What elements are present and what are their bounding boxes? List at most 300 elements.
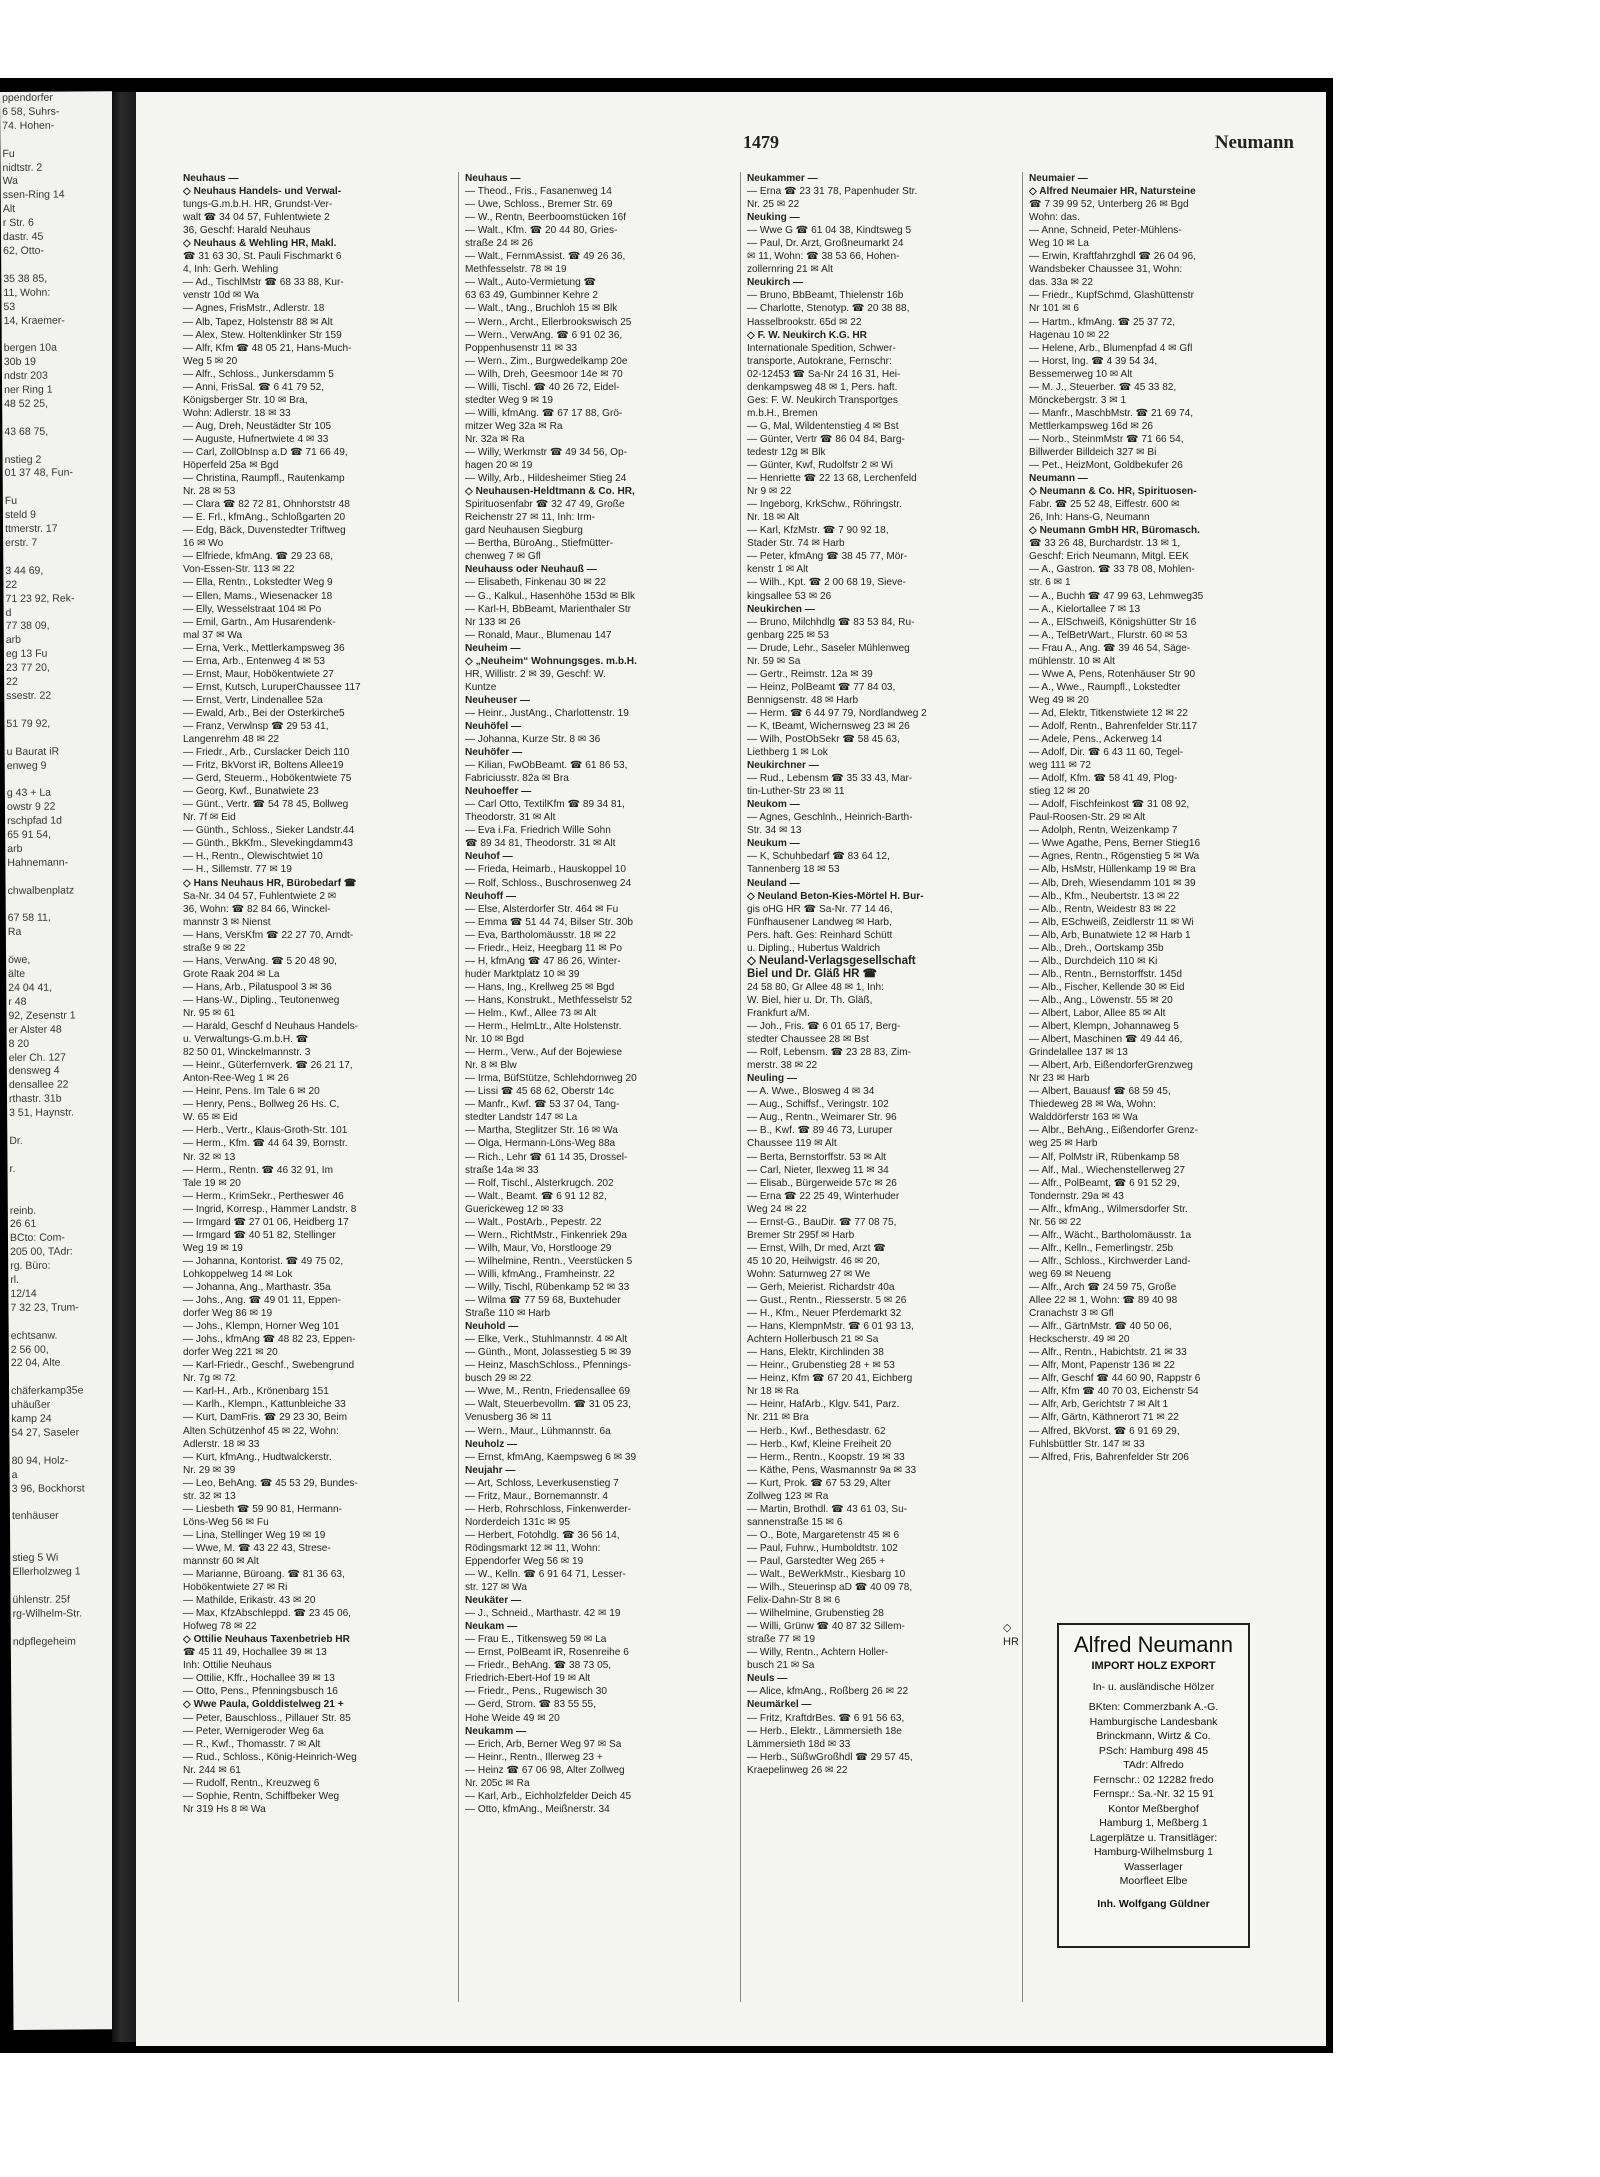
left-page-fragment: nstieg 2 — [4, 453, 42, 466]
directory-entry: — Herb., Vertr., Klaus-Groth-Str. 101 — [183, 1125, 348, 1137]
directory-entry: — Max, KfzAbschleppd. ☎ 23 45 06, — [183, 1608, 351, 1620]
directory-entry: Sa-Nr. 34 04 57, Fuhlentwiete 2 ✉ — [183, 890, 337, 902]
left-page-fragment: 22 — [5, 578, 18, 591]
directory-entry: Biel und Dr. Gläß HR ☎ — [747, 967, 877, 980]
directory-entry: Hofweg 78 ✉ 22 — [183, 1621, 257, 1633]
directory-entry: — Aug, Dreh, Neustädter Str 105 — [183, 420, 332, 432]
directory-entry: Adlerstr. 18 ✉ 33 — [183, 1438, 260, 1450]
directory-entry: Liethberg 1 ✉ Lok — [747, 747, 828, 759]
directory-entry: ◇ F. W. Neukirch K.G. HR — [747, 329, 867, 341]
left-page-fragment: 14, Kraemer- — [3, 314, 65, 327]
directory-entry: — Alex, Stew. Holtenklinker Str 159 — [183, 329, 342, 341]
left-page-fragment: 8 20 — [8, 1037, 30, 1050]
directory-entry: Hasselbrookstr. 65d ✉ 22 — [747, 316, 862, 328]
left-page-edge — [0, 91, 126, 2030]
left-page-fragment: Hahnemann- — [7, 856, 69, 869]
left-page-fragment — [4, 703, 116, 718]
directory-entry: — A., ElSchweiß, Königshütter Str 16 — [1029, 616, 1197, 628]
directory-entry: Spirituosenfabr ☎ 32 47 49, Große — [465, 499, 625, 511]
column-3 — [747, 172, 1015, 2032]
directory-entry: Venusberg 36 ✉ 11 — [465, 1412, 552, 1424]
directory-entry: 02-12453 ☎ Sa-Nr 24 16 31, Hei- — [747, 368, 901, 380]
directory-entry: Nr. 25 ✉ 22 — [747, 199, 800, 211]
directory-entry: — Carl, Nieter, Ilexweg 11 ✉ 34 — [747, 1164, 889, 1176]
directory-entry: — Rolf, Lebensm. ☎ 23 28 83, Zim- — [747, 1047, 912, 1059]
directory-entry: dorfer Weg 86 ✉ 19 — [183, 1308, 273, 1320]
directory-entry: — Alfr., PolBeamt, ☎ 6 91 52 29, — [1029, 1177, 1180, 1189]
directory-entry: — Irmgard ☎ 40 51 82, Stellinger — [183, 1229, 336, 1241]
directory-entry: — Norb., SteinmMstr ☎ 71 66 54, — [1029, 433, 1184, 445]
directory-entry: ✉ 11, Wohn: ☎ 38 53 66, Hohen- — [747, 251, 900, 263]
directory-entry: — Wilh, PostObSekr ☎ 58 45 63, — [747, 734, 900, 746]
directory-entry: — K, Schuhbedarf ☎ 83 64 12, — [747, 851, 890, 863]
directory-entry: — Ellen, Mams., Wiesenacker 18 — [183, 590, 333, 602]
directory-entry: — K, tBeamt, Wichernsweg 23 ✉ 26 — [747, 720, 910, 732]
directory-entry: — Mathilde, Erikastr. 43 ✉ 20 — [183, 1595, 316, 1607]
directory-entry: — Ingeborg, KrkSchw., Röhringstr. — [747, 499, 902, 511]
directory-entry: Zollweg 123 ✉ Ra — [747, 1490, 829, 1502]
directory-entry: — Peter, Wernigeroder Weg 6a — [183, 1725, 324, 1737]
directory-entry: — Wwe A, Pens, Rotenhäuser Str 90 — [1029, 668, 1196, 680]
directory-entry: — Edg, Bäck, Duvenstedter Triftweg — [183, 525, 346, 537]
directory-entry: — Alb., Rentn, Weidestr 83 ✉ 22 — [1029, 903, 1176, 915]
directory-entry: — Art, Schloss, Leverkusenstieg 7 — [465, 1477, 619, 1489]
directory-entry: — Willy, Rentn., Achtern Holler- — [747, 1647, 889, 1659]
directory-entry: Nr 9 ✉ 22 — [747, 486, 792, 498]
directory-entry: — Alfr, Arb, Gerichtstr 7 ✉ Alt 1 — [1029, 1399, 1169, 1411]
directory-entry: Nr. 7g ✉ 72 — [183, 1373, 236, 1385]
directory-entry: walt ☎ 34 04 57, Fuhlentwiete 2 — [183, 212, 330, 224]
directory-entry: — Heinz ☎ 67 06 98, Alter Zollweg — [465, 1764, 625, 1776]
surname-heading: Neuhaus — — [465, 173, 521, 184]
left-page-fragment: 01 37 48, Fun- — [4, 466, 74, 480]
directory-entry: hagen 20 ✉ 19 — [465, 460, 533, 472]
directory-entry: u. Verwaltungs-G.m.b.H. ☎ — [183, 1034, 309, 1046]
left-page-fragment — [3, 550, 115, 565]
left-page-fragment: 3 44 69, — [5, 564, 44, 577]
directory-entry: — Johanna, Ang., Marthastr. 35a — [183, 1281, 331, 1293]
left-page-fragment: ndpflegeheim — [12, 1635, 76, 1648]
left-page-fragment: 74. Hohen- — [2, 119, 55, 132]
directory-entry: — Wilh., Steuerinsp aD ☎ 40 09 78, — [747, 1582, 913, 1594]
directory-entry: — Ad., TischlMstr ☎ 68 33 88, Kur- — [183, 277, 344, 289]
directory-entry: — Heinr., JustAng., Charlottenstr. 19 — [465, 707, 629, 719]
left-page-fragment — [8, 1176, 120, 1191]
directory-entry: busch 21 ✉ Sa — [747, 1660, 815, 1672]
directory-entry: — Marianne, Büroang. ☎ 81 36 63, — [183, 1569, 345, 1581]
directory-entry: — Charlotte, Stenotyp. ☎ 20 38 88, — [747, 303, 910, 315]
left-page-fragment: d — [5, 606, 12, 619]
directory-entry: Nr. 205c ✉ Ra — [465, 1777, 530, 1789]
directory-entry: Rödingsmarkt 12 ✉ 11, Wohn: — [465, 1542, 601, 1554]
directory-entry: — Carl, ZollObInsp a.D ☎ 71 66 49, — [183, 446, 348, 458]
left-page-fragment: ner Ring 1 — [4, 383, 53, 397]
left-page-fragment: rthastr. 31b — [8, 1092, 62, 1106]
left-page-fragment: eg 13 Fu — [5, 647, 48, 661]
surname-heading: Neuling — — [747, 1073, 797, 1085]
directory-entry: — Heinz, PolBeamt ☎ 77 84 03, — [747, 681, 896, 693]
directory-entry: gis oHG HR ☎ Sa-Nr. 77 14 46, — [747, 903, 893, 915]
left-page-fragment: Dr. — [9, 1134, 23, 1147]
directory-entry: — Hans, Arb., Pilatuspool 3 ✉ 36 — [183, 981, 332, 993]
directory-entry: dorfer Weg 221 ✉ 20 — [183, 1347, 278, 1359]
directory-entry: Nr. 244 ✉ 61 — [183, 1764, 241, 1776]
directory-entry: — Elisab., Bürgerweide 57c ✉ 26 — [747, 1177, 897, 1189]
directory-entry: Nr 18 ✉ Ra — [747, 1386, 799, 1398]
directory-entry: — Alb., Durchdeich 110 ✉ Ki — [1029, 955, 1158, 967]
directory-entry: stedter Weg 9 ✉ 19 — [465, 394, 553, 406]
directory-entry: genbarg 225 ✉ 53 — [747, 629, 829, 641]
left-page-fragment: ttmerstr. 17 — [5, 522, 58, 536]
directory-entry: transporte, Autokrane, Fernschr: — [747, 355, 892, 367]
directory-entry: — Walt., Auto-Vermietung ☎ — [465, 277, 597, 289]
directory-entry: — Willi, Grünw ☎ 40 87 32 Sillem- — [747, 1621, 905, 1633]
left-page-fragment: stieg 5 Wi — [12, 1551, 59, 1565]
directory-entry: — Willy, Werkmstr ☎ 49 34 56, Op- — [465, 446, 627, 458]
directory-entry: — Alfr., GärtnMstr. ☎ 40 50 06, — [1029, 1321, 1172, 1333]
left-page-fragment: densweg 4 — [8, 1065, 60, 1078]
ad-subtitle: IMPORT HOLZ EXPORT — [1091, 1660, 1216, 1672]
surname-heading: Neuhöfer — — [465, 747, 523, 759]
left-page-fragment: 26 61 — [9, 1218, 37, 1231]
directory-entry: huder Marktplatz 10 ✉ 39 — [465, 968, 580, 980]
directory-entry: — Martha, Steglitzer Str. 16 ✉ Wa — [465, 1125, 618, 1137]
directory-entry: Langenrehm 48 ✉ 22 — [183, 734, 280, 746]
directory-entry: Nr. 211 ✉ Bra — [747, 1412, 809, 1424]
left-page-fragment: öwe, — [8, 953, 31, 967]
directory-entry: — Horst, Ing. ☎ 4 39 54 34, — [1029, 355, 1158, 367]
directory-entry: — Alfr., Rentn., Habichtstr. 21 ✉ 33 — [1029, 1347, 1187, 1359]
directory-entry: Weg 5 ✉ 20 — [183, 355, 238, 367]
left-page-fragment: reinb. — [9, 1204, 37, 1217]
directory-entry: — Irma, BüfStütze, Schlehdornweg 20 — [465, 1073, 637, 1085]
left-page-fragment: 23 77 20, — [5, 661, 50, 675]
directory-entry: — Herm., HelmLtr., Alte Holstenstr. — [465, 1021, 622, 1033]
directory-entry: — Erna, Arb., Entenweg 4 ✉ 53 — [183, 655, 325, 667]
surname-heading: Neuhold — — [465, 1321, 519, 1333]
left-page-fragment: tenhäuser — [11, 1510, 59, 1523]
directory-entry: — Alb., Dreh., Oortskamp 35b — [1029, 942, 1164, 954]
directory-entry: — Heinz, Kfm ☎ 67 20 41, Eichberg — [747, 1373, 913, 1385]
directory-entry: — Alb., Kfm., Neubertstr. 13 ✉ 22 — [1029, 890, 1180, 902]
directory-entry: — Ottilie, Kffr., Hochallee 39 ✉ 13 — [183, 1673, 335, 1685]
directory-entry: — Emil, Gartn., Am Husarendenk- — [183, 616, 336, 628]
directory-entry: — Willi, kfmAng. ☎ 67 17 88, Grö- — [465, 407, 623, 419]
surname-heading: Neumärkel — — [747, 1699, 812, 1711]
directory-entry: Weg 24 ✉ 22 — [747, 1203, 807, 1215]
surname-heading: Neukam — — [465, 1621, 518, 1633]
directory-entry: — Wwe, M., Rentn, Friedensallee 69 — [465, 1386, 630, 1398]
directory-entry: — Fritz, Maur., Bornemannstr. 4 — [465, 1490, 609, 1502]
directory-entry: stedter Landstr 147 ✉ La — [465, 1112, 578, 1124]
directory-entry: — Elfriede, kfmAng. ☎ 29 23 68, — [183, 551, 334, 563]
directory-entry: — Paul, Garstedter Weg 265 + — [747, 1555, 886, 1567]
left-page-fragment: chwalbenplatz — [7, 884, 75, 897]
surname-heading: Neuking — — [747, 212, 800, 224]
directory-entry: — Günt., Vertr. ☎ 54 78 45, Bollweg — [183, 799, 349, 811]
left-page-fragment: 2 56 00, — [10, 1343, 49, 1356]
directory-entry: — Johs., Ang. ☎ 49 01 11, Eppen- — [183, 1295, 341, 1307]
directory-entry: — Wilh., Kpt. ☎ 2 00 68 19, Sieve- — [747, 577, 907, 589]
surname-heading: Neuls — — [747, 1673, 788, 1685]
ad-line: Wasserlager — [1124, 1860, 1183, 1873]
left-page-fragment: 6 58, Suhrs- — [2, 105, 60, 118]
directory-entry: — Emma ☎ 51 44 74, Bilser Str. 30b — [465, 916, 633, 928]
directory-entry: — Kurt, kfmAng., Hudtwalckerstr. — [183, 1451, 332, 1463]
left-page-fragment: steld 9 — [4, 508, 36, 522]
directory-entry: — Ingrid, Korresp., Hammer Landstr. 8 — [183, 1203, 357, 1215]
directory-entry: Nr 23 ✉ Harb — [1029, 1073, 1090, 1085]
directory-entry: — Paul, Fuhrw., Humboldtstr. 102 — [747, 1542, 898, 1554]
directory-entry: Löns-Weg 56 ✉ Fu — [183, 1516, 269, 1528]
ad-owner: Inh. Wolfgang Güldner — [1097, 1897, 1210, 1910]
directory-entry: — Herm. ☎ 6 44 97 79, Nordlandweg 2 — [747, 707, 927, 719]
directory-entry: zollernring 21 ✉ Alt — [747, 264, 833, 276]
left-page-fragment: uhäußer — [11, 1398, 51, 1412]
directory-entry: — Heinr, Pens. Im Tale 6 ✉ 20 — [183, 1086, 320, 1098]
directory-entry: 82 50 01, Winckelmannstr. 3 — [183, 1047, 311, 1059]
directory-entry: Höperfeld 25a ✉ Bgd — [183, 460, 279, 472]
directory-entry: Straße 110 ✉ Harb — [465, 1308, 551, 1320]
directory-entry: Hohe Weide 49 ✉ 20 — [465, 1712, 560, 1724]
directory-entry: Inh: Ottilie Neuhaus — [183, 1660, 272, 1672]
left-page-fragment: er Alster 48 — [8, 1023, 62, 1036]
left-page-fragment: densallee 22 — [8, 1078, 69, 1092]
directory-entry: — A., Wwe., Raumpfl., Lokstedter — [1029, 681, 1181, 693]
directory-entry: Heckscherstr. 49 ✉ 20 — [1029, 1334, 1130, 1346]
directory-entry: Bessemerweg 10 ✉ Alt — [1029, 368, 1133, 380]
directory-entry: — Alb, Tapez, Holstenstr 88 ✉ Alt — [183, 316, 333, 328]
directory-entry: ◇ Ottilie Neuhaus Taxenbetrieb HR — [183, 1634, 350, 1646]
directory-entry: — Herb., Kwf., Bethesdastr. 62 — [747, 1425, 886, 1437]
ad-line: Lagerplätze u. Transitläger: — [1089, 1831, 1218, 1844]
directory-entry: mühlenstr. 10 ✉ Alt — [1029, 655, 1115, 667]
surname-heading: Neukirchner — — [747, 760, 819, 772]
left-page-fragment: Fu — [4, 495, 18, 508]
directory-entry: Frankfurt a/M. — [747, 1008, 810, 1019]
directory-entry: Fabr. ☎ 25 52 48, Eiffestr. 600 ✉ — [1029, 499, 1180, 511]
directory-entry: — Hans, Konstrukt., Methfesselstr 52 — [465, 994, 633, 1006]
directory-entry: — Hans-W., Dipling., Teutonenweg — [183, 994, 340, 1006]
directory-entry: — Ernst, kfmAng, Kaempsweg 6 ✉ 39 — [465, 1451, 637, 1463]
directory-entry: — W., Kelln. ☎ 6 91 64 71, Lesser- — [465, 1569, 626, 1581]
directory-entry: — Alfr, Kfm ☎ 48 05 21, Hans-Much- — [183, 342, 352, 354]
directory-entry: — Ernst-G., BauDir. ☎ 77 08 75, — [747, 1216, 897, 1228]
directory-entry: — Adolf, Fischfeinkost ☎ 31 08 92, — [1029, 799, 1190, 811]
directory-entry: — Herm., Kfm. ☎ 44 64 39, Bornstr. — [183, 1138, 348, 1150]
directory-entry: ◇ Hans Neuhaus HR, Bürobedarf ☎ — [183, 877, 357, 889]
directory-entry: — Alb, Arb, Bunatwiete 12 ✉ Harb 1 — [1029, 929, 1191, 941]
directory-entry: — Alfr, Geschf ☎ 44 60 90, Rappstr 6 — [1029, 1373, 1201, 1385]
left-page-fragment: owstr 9 22 — [6, 800, 56, 814]
directory-entry: str. 127 ✉ Wa — [465, 1582, 527, 1594]
left-page-fragment: ssen-Ring 14 — [2, 188, 65, 202]
directory-entry: — Liesbeth ☎ 59 90 81, Hermann- — [183, 1503, 343, 1515]
directory-entry: — Alfred, Fris, Bahrenfelder Str 206 — [1029, 1451, 1189, 1463]
directory-entry: — Leo, BehAng. ☎ 45 53 29, Bundes- — [183, 1477, 358, 1489]
directory-entry: — Albert, Klempn, Johannaweg 5 — [1029, 1021, 1179, 1033]
directory-entry: — Hans, VerwAng. ☎ 5 20 48 90, — [183, 955, 337, 967]
directory-entry: — Alfr., Schloss., Kirchwerder Land- — [1029, 1255, 1191, 1267]
ad-line: Hamburg-Wilhelmsburg 1 — [1093, 1846, 1214, 1858]
directory-entry: — Ella, Rentn., Lokstedter Weg 9 — [183, 577, 333, 589]
directory-entry: Reichenstr 27 ✉ 11, Inh: Irm- — [465, 512, 596, 524]
directory-entry: — Bertha, BüroAng., Stiefmütter- — [465, 538, 614, 550]
directory-entry: — H., Kfm., Neuer Pferdemarkt 32 — [747, 1308, 902, 1320]
surname-heading: Neujahr — — [465, 1464, 516, 1476]
directory-entry: — Elke, Verk., Stuhlmannstr. 4 ✉ Alt — [465, 1334, 628, 1346]
running-head: Neumann — [1214, 132, 1294, 153]
directory-entry: — Karl, Arb., Eichholzfelder Deich 45 — [465, 1790, 632, 1802]
directory-entry: — Elisabeth, Finkenau 30 ✉ 22 — [465, 577, 606, 589]
left-page-fragment: 22 — [6, 675, 18, 689]
directory-entry: mal 37 ✉ Wa — [183, 629, 243, 641]
directory-entry: — Pet., HeizMont, Goldbekufer 26 — [1029, 460, 1183, 472]
left-page-fragment: Alt — [2, 203, 16, 216]
directory-entry: — R., Kwf., Thomasstr. 7 ✉ Alt — [183, 1738, 321, 1750]
directory-entry: — Ernst, Wilh, Dr med, Arzt ☎ — [747, 1242, 886, 1254]
directory-entry: — Adele, Pens., Ackerweg 14 — [1029, 734, 1162, 746]
left-page-fragment — [6, 898, 118, 913]
directory-entry: — Wwe, M. ☎ 43 22 43, Strese- — [183, 1542, 331, 1554]
directory-entry: — Wilh, Dreh, Geesmoor 14e ✉ 70 — [465, 368, 623, 380]
directory-entry: — Sophie, Rentn, Schiffbeker Weg — [183, 1790, 340, 1802]
left-page-fragment: r 48 — [8, 995, 27, 1008]
directory-entry: — Erich, Arb, Berner Weg 97 ✉ Sa — [465, 1738, 622, 1750]
directory-entry: — A. Wwe., Blosweg 4 ✉ 34 — [747, 1086, 875, 1098]
directory-entry: — Wwe Agathe, Pens, Berner Stieg16 — [1029, 838, 1201, 850]
left-page-fragment — [4, 731, 116, 746]
left-page-fragment — [1, 258, 113, 273]
directory-entry: — Bruno, BbBeamt, Thielenstr 16b — [747, 290, 904, 302]
directory-entry: u. Dipling., Hubertus Waldrich — [747, 942, 881, 954]
directory-entry: — Herb., Kwf, Kleine Freiheit 20 — [747, 1438, 892, 1450]
directory-entry: Wandsbeker Chaussee 31, Wohn: — [1029, 264, 1183, 276]
left-page-fragment: a — [11, 1468, 18, 1481]
directory-entry: das. 33a ✉ 22 — [1029, 277, 1094, 289]
directory-entry: — Auguste, Hufnertwiete 4 ✉ 33 — [183, 433, 329, 445]
directory-entry: chenweg 7 ✉ Gfl — [465, 551, 541, 563]
left-page-fragment: 62, Otto- — [3, 244, 45, 257]
directory-entry: — Henry, Pens., Bollweg 26 Hs. C, — [183, 1099, 340, 1111]
directory-entry: Fabriciusstr. 82a ✉ Bra — [465, 773, 569, 785]
left-page-fragment: nidtstr. 2 — [2, 161, 43, 174]
left-page-fragment: 53 — [3, 300, 16, 313]
directory-entry: — Willi, Tischl. ☎ 40 26 72, Eidel- — [465, 381, 620, 393]
left-page-fragment: 54 27, Saseler — [11, 1426, 80, 1439]
surname-heading: Neukom — — [747, 799, 800, 811]
directory-entry: Geschf: Erich Neumann, Mitgl. EEK — [1029, 551, 1189, 563]
directory-entry: — Günth., Mont, Jolassestieg 5 ✉ 39 — [465, 1347, 632, 1359]
directory-entry: gard Neuhausen Siegburg — [465, 525, 583, 537]
column-rule — [740, 172, 741, 2002]
directory-entry: — Rud., Schloss., König-Heinrich-Weg — [183, 1751, 357, 1763]
directory-entry: Nr 319 Hs 8 ✉ Wa — [183, 1803, 266, 1815]
directory-entry: Wohn: Saturnweg 27 ✉ We — [747, 1268, 871, 1280]
directory-entry: — Kurt, DamFris. ☎ 29 23 30, Beim — [183, 1412, 348, 1424]
directory-entry: ☎ 7 39 99 52, Unterberg 26 ✉ Bgd — [1029, 199, 1189, 211]
left-page-fragment — [5, 870, 117, 885]
left-page-fragment: 48 52 25, — [4, 397, 49, 410]
ad-line: Fernspr.: Sa.-Nr. 32 15 91 — [1093, 1788, 1214, 1800]
directory-entry: ☎ 45 11 49, Hochallee 39 ✉ 13 — [183, 1647, 327, 1659]
directory-entry: Nr. 32a ✉ Ra — [465, 433, 525, 445]
directory-entry: — Anne, Schneid, Peter-Mühlens- — [1029, 225, 1182, 237]
directory-entry: straße 9 ✉ 22 — [183, 942, 246, 954]
left-page-fragment: ndstr 203 — [3, 369, 48, 383]
directory-entry: ◇ Wwe Paula, Golddistelweg 21 + — [183, 1699, 344, 1711]
directory-entry: — Uwe, Schloss., Bremer Str. 69 — [465, 199, 613, 211]
directory-entry: Weg 19 ✉ 19 — [183, 1242, 243, 1254]
directory-entry: — Christina, Raumpfl., Rautenkamp — [183, 473, 345, 485]
left-page-fragment: 92, Zesenstr 1 — [8, 1009, 76, 1022]
directory-entry: Lämmersieth 18d ✉ 33 — [747, 1738, 851, 1750]
left-page-fragment — [7, 1148, 119, 1163]
directory-entry: ◇ Neumann & Co. HR, Spirituosen- — [1029, 486, 1197, 498]
directory-entry: — Erna ☎ 23 31 78, Papenhuder Str. — [747, 186, 918, 198]
directory-entry: — Ernst, Kutsch, LuruperChaussee 117 — [183, 681, 361, 693]
directory-entry: ◇ Neuland Beton-Kies-Mörtel H. Bur- — [747, 890, 924, 902]
directory-entry: — Adolf, Kfm. ☎ 58 41 49, Plog- — [1029, 773, 1178, 785]
left-page-fragment: 67 58 11, — [7, 912, 51, 925]
directory-entry: — Eva, Bartholomäusstr. 18 ✉ 22 — [465, 929, 616, 941]
directory-entry: — Hans, KlempnMstr. ☎ 6 01 93 13, — [747, 1321, 914, 1333]
directory-entry: Nr. 7f ✉ Eid — [183, 812, 236, 824]
directory-entry: — Fritz, KraftdrBes. ☎ 6 91 56 63, — [747, 1712, 905, 1724]
ad-marker: ◇ HR — [1003, 1622, 1019, 1648]
directory-entry: — Günter, Vertr ☎ 86 04 84, Barg- — [747, 433, 905, 445]
directory-entry: — Peter, kfmAng ☎ 38 45 77, Mör- — [747, 551, 908, 563]
directory-entry: — Ad, Elektr, Titkenstwiete 12 ✉ 22 — [1029, 707, 1188, 719]
directory-entry: — Frieda, Heimarb., Hauskoppel 10 — [465, 864, 627, 876]
directory-entry: — Ernst, Maur, Hobökentwiete 27 — [183, 668, 334, 680]
directory-entry: — Manfr., MaschbMstr. ☎ 21 69 74, — [1029, 407, 1194, 419]
directory-entry: Internationale Spedition, Schwer- — [747, 342, 896, 354]
left-page-fragment: Ellerholzweg 1 — [12, 1565, 81, 1579]
left-page-fragment — [10, 1579, 122, 1594]
surname-heading: Neukum — — [747, 838, 800, 850]
surname-heading: Neuhoff — — [465, 890, 517, 902]
directory-entry: str. 6 ✉ 1 — [1029, 577, 1071, 589]
directory-entry: Nr. 10 ✉ Bgd — [465, 1034, 524, 1046]
directory-entry: — Alb, HsMstr, Hüllenkamp 19 ✉ Bra — [1029, 864, 1196, 876]
directory-entry: ◇ Neumann GmbH HR, Büromasch. — [1029, 525, 1200, 537]
directory-entry: — Alfr., kfmAng., Wilmersdorfer Str. — [1029, 1203, 1188, 1215]
left-page-fragment — [11, 1621, 123, 1636]
directory-entry: — Agnes, Geschlnh., Heinrich-Barth- — [747, 812, 913, 824]
directory-entry: — Hans, Elektr, Kirchlinden 38 — [747, 1347, 884, 1359]
directory-entry: ☎ 33 26 48, Burchardstr. 13 ✉ 1, — [1029, 538, 1181, 550]
directory-entry: 36, Geschf: Harald Neuhaus — [183, 225, 311, 237]
directory-entry: Allee 22 ✉ 1, Wohn: ☎ 89 40 98 — [1029, 1295, 1178, 1307]
surname-heading: Neuland — — [747, 877, 800, 889]
directory-entry: Mönckebergstr. 3 ✉ 1 — [1029, 394, 1127, 406]
directory-entry: — Alb, ESchweiß, Zeidlerstr 11 ✉ Wi — [1029, 916, 1194, 928]
left-page-fragment: 80 94, Holz- — [11, 1454, 69, 1467]
directory-entry: ◇ Neuhausen-Heldtmann & Co. HR, — [465, 486, 635, 498]
left-page-fragment — [10, 1524, 122, 1539]
directory-entry: — Walt, Steuerbevollm. ☎ 31 05 23, — [465, 1399, 631, 1411]
directory-entry: — Irmgard ☎ 27 01 06, Heidberg 17 — [183, 1216, 349, 1228]
directory-entry: weg 111 ✉ 72 — [1029, 760, 1091, 772]
ad-details — [1059, 1700, 1248, 1889]
directory-entry: — Peter, Bauschloss., Pillauer Str. 85 — [183, 1712, 351, 1724]
directory-entry: Cranachstr 3 ✉ Gfl — [1029, 1308, 1114, 1320]
directory-entry: Eppendorfer Weg 56 ✉ 19 — [465, 1555, 584, 1567]
directory-entry: Friedrich-Ebert-Hof 19 ✉ Alt — [465, 1673, 591, 1685]
directory-entry: straße 14a ✉ 33 — [465, 1164, 539, 1176]
directory-entry: — G., Kalkul., Hasenhöhe 153d ✉ Blk — [465, 590, 636, 602]
